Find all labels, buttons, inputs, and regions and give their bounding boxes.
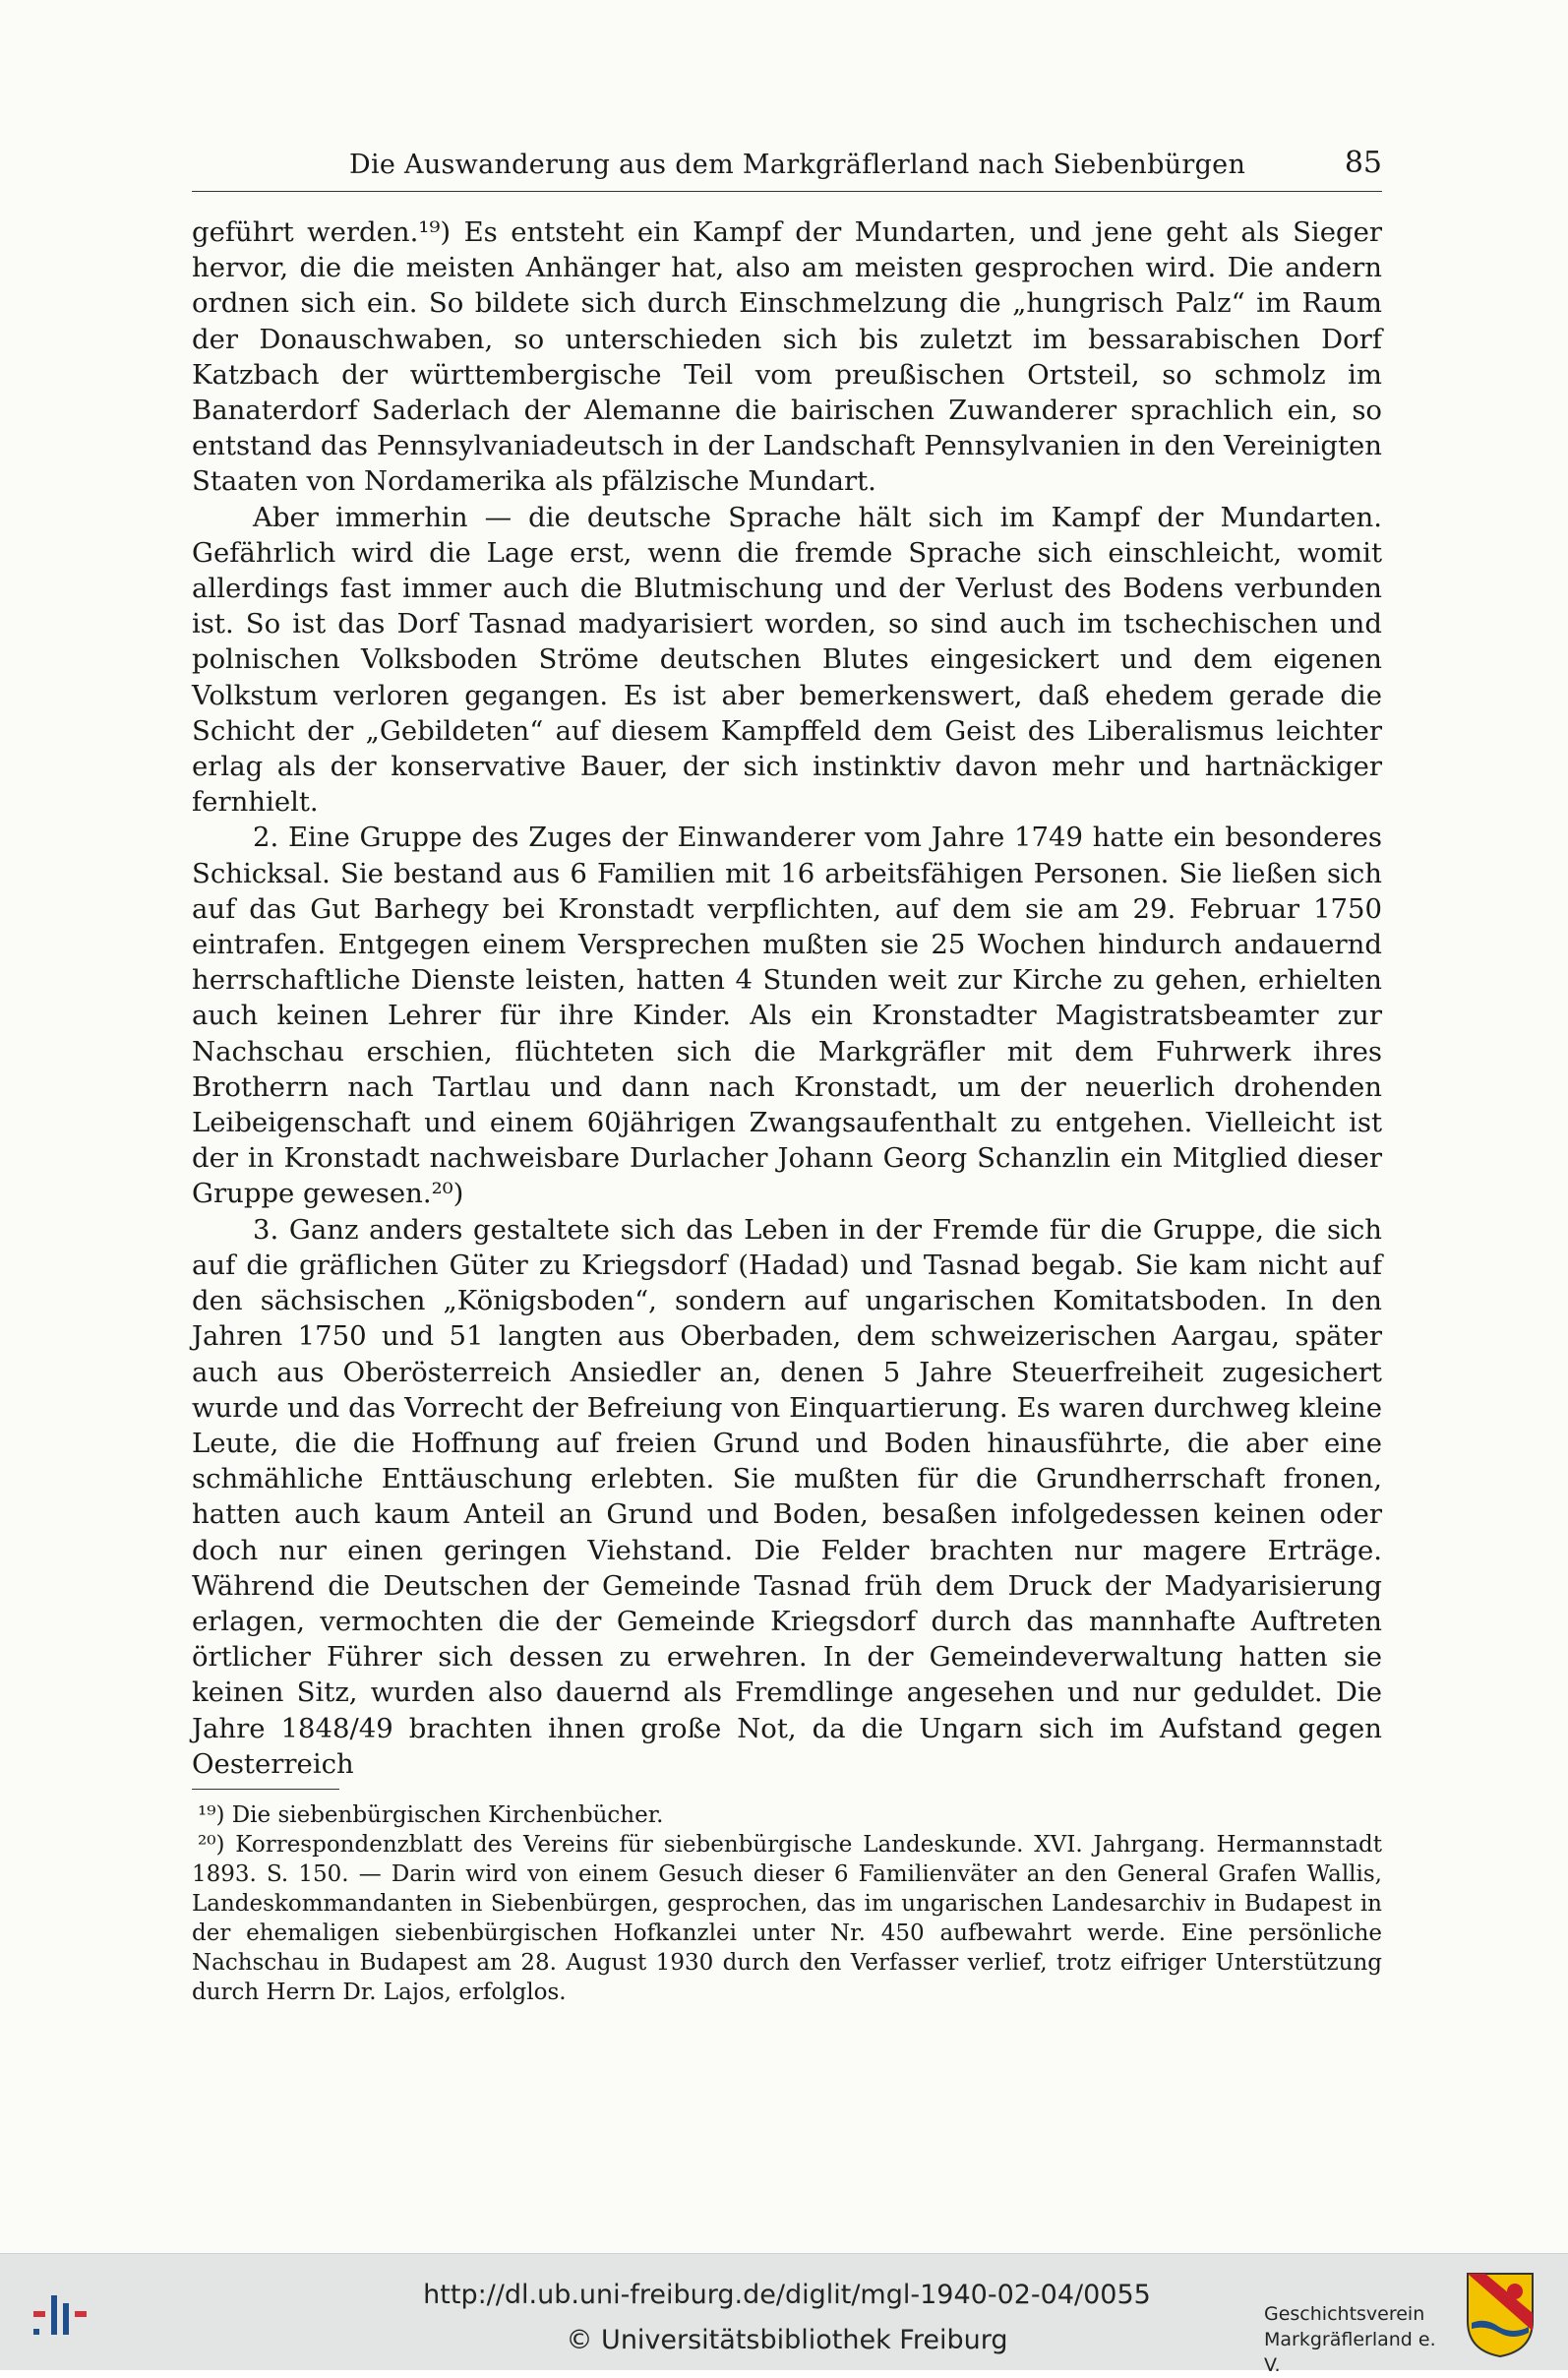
footnote-20: ²⁰) Korrespondenzblatt des Vereins für siebenbürgische Landeskunde. XVI. Jahrgang. Hermannstadt 1893. S. 150. — Darin wird von einem Gesuch dieser 6 Familienväter an den General Grafen Wallis, Landeskommandanten in Siebenbürgen, gesprochen, das im ungarischen Landesarchiv in Budapest in der ehemaligen siebenbürgischen Hofkanzlei unter Nr. 450 aufbewahrt werde. Eine persönliche Nachschau in Budapest am 28. August 1930 durch den Verfasser verlief, trotz eifriger Unterstützung durch Herrn Dr. Lajos, erfolglos. bbox=[192, 1832, 1382, 2005]
running-title: Die Auswanderung aus dem Markgräflerland nach Siebenbürgen bbox=[349, 150, 1246, 180]
paragraph-1: geführt werden.¹⁹) Es entsteht ein Kampf der Mundarten, und jene geht als Sieger hervor, die die meisten Anhänger hat, also am meisten gesprochen wird. Die andern ordnen sich ein. So bildete sich durch Einschmelzung die „hungrisch Palz“ im Raum der Donauschwaben, so unterschieden sich bis zuletzt im bessarabischen Dorf Katzbach der württembergische Teil vom preußischen Ortsteil, so schmolz im Banaterdorf Saderlach der Alemanne die bairischen Zuwanderer sprachlich ein, so entstand das Pennsylvaniadeutsch in der Landschaft Pennsylvanien in den Vereinigten Staaten von Nordamerika als pfälzische Mundart. bbox=[192, 216, 1382, 498]
paragraph-4: 3. Ganz anders gestaltete sich das Leben in der Fremde für die Gruppe, die sich auf die gräflichen Güter zu Kriegsdorf (Hadad) und Tasnad begab. Sie kam nicht auf den sächsischen „Königsboden“, sondern auf ungarischen Komitatsboden. In den Jahren 1750 und 51 langten aus Oberbaden, dem schweizerischen Aargau, später auch aus Oberösterreich Ansiedler an, denen 5 Jahre Steuerfreiheit zugesichert wurde und das Vorrecht der Befreiung von Einquartierung. Es waren durchweg kleine Leute, die die Hoffnung auf freien Grund und Boden hinausführte, die aber eine schmähliche Enttäuschung erlebten. Sie mußten für die Grundherrschaft fronen, hatten auch kaum Anteil an Grund und Boden, besaßen infolgedessen keinen oder doch nur einen geringen Viehstand. Die Felder brachten nur magere Erträge. Während die Deutschen der Gemeinde Tasnad früh dem Druck der Madyarisierung erlagen, vermochten die der Gemeinde Kriegsdorf durch das mannhafte Auftreten örtlicher Führer sich dessen zu erwehren. In der Gemeindeverwaltung hatten sie keinen Sitz, wurden also dauernd als Fremdlinge angesehen und nur geduldet. Die Jahre 1848/49 brachten ihnen große Not, da die Ungarn sich im Aufstand gegen Oesterreich bbox=[192, 1213, 1382, 1780]
running-head bbox=[192, 146, 1382, 192]
copyright-notice: © Universitätsbibliothek Freiburg bbox=[566, 2325, 1008, 2355]
body-text bbox=[192, 214, 1382, 1782]
permalink-url[interactable]: http://dl.ub.uni-freiburg.de/diglit/mgl-1940-02-04/0055 bbox=[423, 2280, 1151, 2310]
society-name-line1: Geschichtsverein bbox=[1264, 2303, 1425, 2325]
paragraph-2: Aber immerhin — die deutsche Sprache hält sich im Kampf der Mundarten. Gefährlich wird die Lage erst, wenn die fremde Sprache sich einschleicht, womit allerdings fast immer auch die Blutmischung und der Verlust des Bodens verbunden ist. So ist das Dorf Tasnad madyarisiert worden, so sind auch im tschechischen und polnischen Volksboden Ströme deutschen Blutes eingesickert und dem eigenen Volkstum verloren gegangen. Es ist aber bemerkenswert, daß ehedem gerade die Schicht der „Gebildeten“ auf diesem Kampffeld dem Geist des Liberalismus leichter erlag als der konservative Bauer, der sich instinktiv davon mehr und hartnäckiger fernhielt. bbox=[192, 501, 1382, 819]
footnotes bbox=[192, 1800, 1382, 2007]
page-number: 85 bbox=[1344, 146, 1382, 180]
society-name bbox=[1264, 2301, 1451, 2378]
ub-freiburg-logo-icon bbox=[30, 2291, 100, 2339]
footnote-rule bbox=[192, 1789, 339, 1790]
viewer-footer bbox=[0, 2253, 1568, 2376]
society-name-line2: Markgräflerland e. V. bbox=[1264, 2329, 1436, 2376]
footnote-19: ¹⁹) Die siebenbürgischen Kirchenbücher. bbox=[198, 1802, 664, 1828]
paragraph-3: 2. Eine Gruppe des Zuges der Einwanderer vom Jahre 1749 hatte ein besonderes Schicksal. Sie bestand aus 6 Familien mit 16 arbeitsfähigen Personen. Sie ließen sich auf das Gut Barhegy bei Kronstadt verpflichten, auf dem sie am 29. Februar 1750 eintrafen. Entgegen einem Versprechen mußten sie 25 Wochen hindurch andauernd herrschaftliche Dienste leisten, hatten 4 Stunden weit zur Kirche zu gehen, erhielten auch keinen Lehrer für ihre Kinder. Als ein Kronstadter Magistratsbeamter zur Nachschau erschien, flüchteten sich die Markgräfler mit dem Fuhrwerk ihres Brotherrn nach Tartlau und dann nach Kronstadt, um der neuerlich drohenden Leibeigenschaft und einem 60jährigen Zwangsaufenthalt zu entgehen. Vielleicht ist der in Kronstadt nachweisbare Durlacher Johann Georg Schanzlin ein Mitglied dieser Gruppe gewesen.²⁰) bbox=[192, 822, 1382, 1210]
coat-of-arms-icon bbox=[1466, 2272, 1535, 2358]
